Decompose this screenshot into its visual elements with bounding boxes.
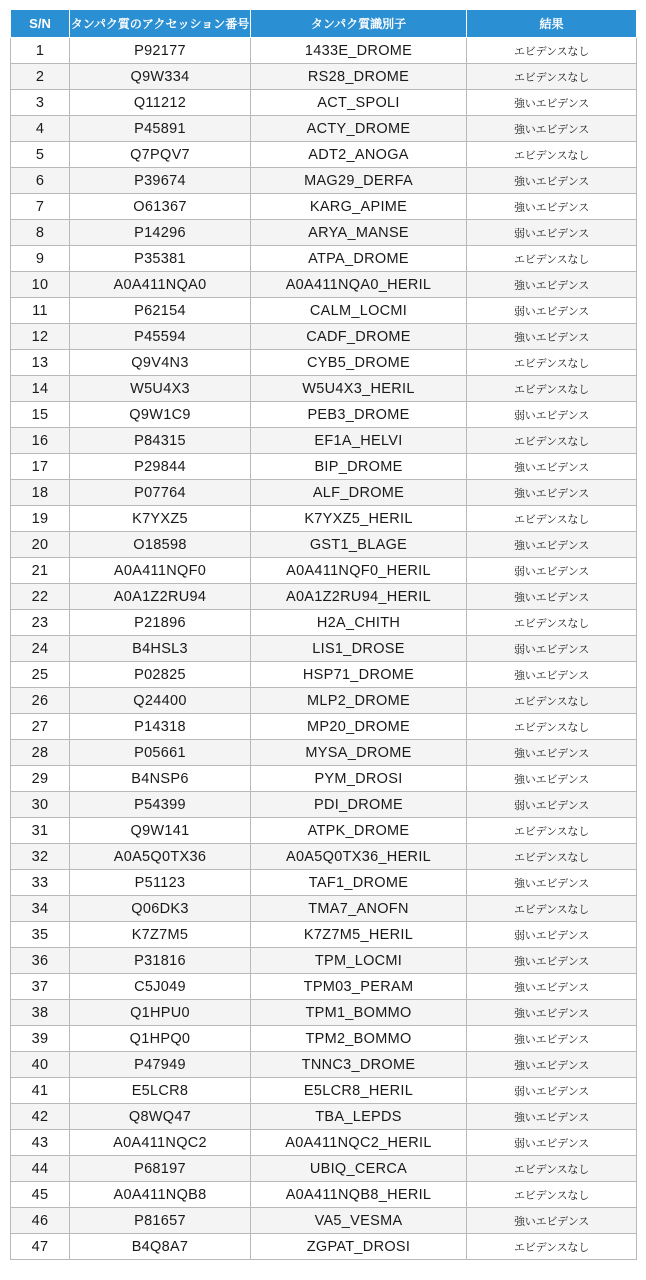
cell-result: 強いエビデンス	[467, 870, 637, 896]
cell-identifier: CYB5_DROME	[251, 350, 467, 376]
cell-accession: Q11212	[70, 90, 251, 116]
cell-identifier: GST1_BLAGE	[251, 532, 467, 558]
cell-sn: 26	[11, 688, 70, 714]
table-row	[11, 532, 637, 558]
table-row	[11, 168, 637, 194]
cell-result: エビデンスなし	[467, 1156, 637, 1182]
cell-accession: Q8WQ47	[70, 1104, 251, 1130]
cell-accession: A0A411NQF0	[70, 558, 251, 584]
table-row	[11, 636, 637, 662]
cell-identifier: A0A411NQF0_HERIL	[251, 558, 467, 584]
cell-sn: 37	[11, 974, 70, 1000]
cell-accession: P21896	[70, 610, 251, 636]
cell-result: エビデンスなし	[467, 714, 637, 740]
table-row	[11, 246, 637, 272]
table-row	[11, 454, 637, 480]
cell-sn: 30	[11, 792, 70, 818]
cell-sn: 7	[11, 194, 70, 220]
header-identifier: タンパク質識別子	[251, 10, 467, 38]
table-row	[11, 610, 637, 636]
cell-result: エビデンスなし	[467, 246, 637, 272]
table-row	[11, 142, 637, 168]
header-accession: タンパク質のアクセッション番号	[70, 10, 251, 38]
table-row	[11, 116, 637, 142]
cell-accession: P05661	[70, 740, 251, 766]
cell-identifier: TPM1_BOMMO	[251, 1000, 467, 1026]
cell-result: 弱いエビデンス	[467, 792, 637, 818]
cell-accession: P51123	[70, 870, 251, 896]
cell-accession: K7Z7M5	[70, 922, 251, 948]
cell-accession: A0A1Z2RU94	[70, 584, 251, 610]
table-row	[11, 870, 637, 896]
cell-identifier: H2A_CHITH	[251, 610, 467, 636]
cell-identifier: ALF_DROME	[251, 480, 467, 506]
cell-identifier: ZGPAT_DROSI	[251, 1234, 467, 1260]
cell-result: 弱いエビデンス	[467, 558, 637, 584]
cell-result: エビデンスなし	[467, 38, 637, 64]
table-row	[11, 714, 637, 740]
cell-sn: 25	[11, 662, 70, 688]
cell-result: 強いエビデンス	[467, 324, 637, 350]
cell-identifier: PEB3_DROME	[251, 402, 467, 428]
cell-identifier: TPM2_BOMMO	[251, 1026, 467, 1052]
cell-sn: 31	[11, 818, 70, 844]
cell-result: 強いエビデンス	[467, 662, 637, 688]
cell-identifier: KARG_APIME	[251, 194, 467, 220]
cell-sn: 38	[11, 1000, 70, 1026]
cell-sn: 13	[11, 350, 70, 376]
cell-accession: Q9W334	[70, 64, 251, 90]
cell-sn: 44	[11, 1156, 70, 1182]
cell-result: 弱いエビデンス	[467, 402, 637, 428]
cell-result: 強いエビデンス	[467, 584, 637, 610]
cell-identifier: LIS1_DROSE	[251, 636, 467, 662]
cell-result: エビデンスなし	[467, 428, 637, 454]
cell-result: 強いエビデンス	[467, 1052, 637, 1078]
cell-accession: P84315	[70, 428, 251, 454]
cell-accession: P35381	[70, 246, 251, 272]
cell-sn: 36	[11, 948, 70, 974]
cell-result: 強いエビデンス	[467, 168, 637, 194]
cell-sn: 23	[11, 610, 70, 636]
cell-sn: 10	[11, 272, 70, 298]
cell-accession: Q1HPU0	[70, 1000, 251, 1026]
cell-identifier: ATPK_DROME	[251, 818, 467, 844]
cell-accession: Q7PQV7	[70, 142, 251, 168]
cell-identifier: EF1A_HELVI	[251, 428, 467, 454]
cell-identifier: MLP2_DROME	[251, 688, 467, 714]
cell-result: 強いエビデンス	[467, 194, 637, 220]
cell-identifier: VA5_VESMA	[251, 1208, 467, 1234]
cell-identifier: A0A411NQB8_HERIL	[251, 1182, 467, 1208]
cell-identifier: A0A411NQA0_HERIL	[251, 272, 467, 298]
cell-accession: W5U4X3	[70, 376, 251, 402]
cell-identifier: MP20_DROME	[251, 714, 467, 740]
cell-result: 弱いエビデンス	[467, 636, 637, 662]
cell-result: 強いエビデンス	[467, 948, 637, 974]
cell-result: エビデンスなし	[467, 1234, 637, 1260]
table-row	[11, 844, 637, 870]
cell-identifier: TAF1_DROME	[251, 870, 467, 896]
cell-identifier: RS28_DROME	[251, 64, 467, 90]
cell-identifier: ACT_SPOLI	[251, 90, 467, 116]
cell-accession: P14318	[70, 714, 251, 740]
cell-sn: 8	[11, 220, 70, 246]
cell-sn: 1	[11, 38, 70, 64]
cell-identifier: A0A1Z2RU94_HERIL	[251, 584, 467, 610]
cell-sn: 42	[11, 1104, 70, 1130]
cell-accession: Q9V4N3	[70, 350, 251, 376]
cell-result: 弱いエビデンス	[467, 220, 637, 246]
cell-sn: 39	[11, 1026, 70, 1052]
cell-result: エビデンスなし	[467, 688, 637, 714]
cell-accession: P45594	[70, 324, 251, 350]
cell-sn: 32	[11, 844, 70, 870]
cell-identifier: E5LCR8_HERIL	[251, 1078, 467, 1104]
table-row	[11, 428, 637, 454]
cell-identifier: PYM_DROSI	[251, 766, 467, 792]
cell-result: 強いエビデンス	[467, 532, 637, 558]
cell-identifier: K7YXZ5_HERIL	[251, 506, 467, 532]
cell-sn: 18	[11, 480, 70, 506]
cell-result: 強いエビデンス	[467, 1104, 637, 1130]
table-row	[11, 584, 637, 610]
table-header-row	[11, 10, 637, 38]
table-row	[11, 1104, 637, 1130]
cell-accession: P29844	[70, 454, 251, 480]
cell-accession: K7YXZ5	[70, 506, 251, 532]
table-row	[11, 558, 637, 584]
cell-result: エビデンスなし	[467, 896, 637, 922]
cell-accession: P07764	[70, 480, 251, 506]
table-row	[11, 1052, 637, 1078]
table-row	[11, 740, 637, 766]
table-row	[11, 922, 637, 948]
cell-identifier: TNNC3_DROME	[251, 1052, 467, 1078]
table-row	[11, 948, 637, 974]
cell-sn: 9	[11, 246, 70, 272]
cell-result: エビデンスなし	[467, 1182, 637, 1208]
table-row	[11, 1156, 637, 1182]
cell-accession: P47949	[70, 1052, 251, 1078]
cell-sn: 12	[11, 324, 70, 350]
cell-result: 強いエビデンス	[467, 766, 637, 792]
cell-identifier: MYSA_DROME	[251, 740, 467, 766]
cell-result: 強いエビデンス	[467, 1208, 637, 1234]
cell-sn: 20	[11, 532, 70, 558]
cell-accession: B4NSP6	[70, 766, 251, 792]
table-row	[11, 64, 637, 90]
cell-sn: 34	[11, 896, 70, 922]
cell-identifier: ACTY_DROME	[251, 116, 467, 142]
cell-identifier: TMA7_ANOFN	[251, 896, 467, 922]
table-row	[11, 402, 637, 428]
cell-accession: A0A411NQA0	[70, 272, 251, 298]
cell-accession: A0A411NQC2	[70, 1130, 251, 1156]
cell-sn: 47	[11, 1234, 70, 1260]
cell-result: エビデンスなし	[467, 506, 637, 532]
cell-sn: 46	[11, 1208, 70, 1234]
cell-sn: 41	[11, 1078, 70, 1104]
cell-identifier: CADF_DROME	[251, 324, 467, 350]
cell-sn: 24	[11, 636, 70, 662]
cell-accession: Q06DK3	[70, 896, 251, 922]
cell-accession: P62154	[70, 298, 251, 324]
cell-accession: P14296	[70, 220, 251, 246]
cell-identifier: MAG29_DERFA	[251, 168, 467, 194]
table-row	[11, 688, 637, 714]
cell-result: 強いエビデンス	[467, 116, 637, 142]
table-row	[11, 376, 637, 402]
cell-accession: P45891	[70, 116, 251, 142]
cell-result: 強いエビデンス	[467, 1000, 637, 1026]
table-row	[11, 1208, 637, 1234]
cell-accession: A0A5Q0TX36	[70, 844, 251, 870]
cell-sn: 45	[11, 1182, 70, 1208]
cell-identifier: CALM_LOCMI	[251, 298, 467, 324]
table-row	[11, 1026, 637, 1052]
cell-result: エビデンスなし	[467, 64, 637, 90]
cell-sn: 27	[11, 714, 70, 740]
table-row	[11, 350, 637, 376]
table-row	[11, 1078, 637, 1104]
table-row	[11, 194, 637, 220]
cell-sn: 40	[11, 1052, 70, 1078]
table-row	[11, 1000, 637, 1026]
cell-accession: P31816	[70, 948, 251, 974]
header-sn: S/N	[11, 10, 70, 38]
cell-result: 強いエビデンス	[467, 740, 637, 766]
table-row	[11, 818, 637, 844]
cell-result: 弱いエビデンス	[467, 1078, 637, 1104]
table-row	[11, 220, 637, 246]
header-result: 結果	[467, 10, 637, 38]
table-row	[11, 766, 637, 792]
cell-identifier: TBA_LEPDS	[251, 1104, 467, 1130]
cell-sn: 16	[11, 428, 70, 454]
cell-accession: E5LCR8	[70, 1078, 251, 1104]
cell-identifier: TPM_LOCMI	[251, 948, 467, 974]
cell-result: エビデンスなし	[467, 610, 637, 636]
table-row	[11, 662, 637, 688]
table-row	[11, 506, 637, 532]
cell-identifier: A0A411NQC2_HERIL	[251, 1130, 467, 1156]
table-row	[11, 90, 637, 116]
cell-sn: 3	[11, 90, 70, 116]
cell-accession: B4Q8A7	[70, 1234, 251, 1260]
cell-result: 強いエビデンス	[467, 480, 637, 506]
cell-sn: 22	[11, 584, 70, 610]
cell-sn: 29	[11, 766, 70, 792]
cell-accession: B4HSL3	[70, 636, 251, 662]
cell-result: 強いエビデンス	[467, 90, 637, 116]
cell-identifier: K7Z7M5_HERIL	[251, 922, 467, 948]
cell-sn: 19	[11, 506, 70, 532]
cell-result: 強いエビデンス	[467, 454, 637, 480]
table-row	[11, 1234, 637, 1260]
cell-result: 強いエビデンス	[467, 974, 637, 1000]
cell-accession: O61367	[70, 194, 251, 220]
cell-accession: P02825	[70, 662, 251, 688]
table-row	[11, 792, 637, 818]
cell-identifier: A0A5Q0TX36_HERIL	[251, 844, 467, 870]
cell-identifier: ARYA_MANSE	[251, 220, 467, 246]
table-row	[11, 974, 637, 1000]
cell-sn: 33	[11, 870, 70, 896]
cell-accession: P92177	[70, 38, 251, 64]
cell-result: 弱いエビデンス	[467, 1130, 637, 1156]
cell-identifier: BIP_DROME	[251, 454, 467, 480]
table-row	[11, 1182, 637, 1208]
cell-accession: Q24400	[70, 688, 251, 714]
cell-accession: Q9W141	[70, 818, 251, 844]
table-row	[11, 896, 637, 922]
table-row	[11, 480, 637, 506]
table-row	[11, 1130, 637, 1156]
cell-accession: Q9W1C9	[70, 402, 251, 428]
cell-sn: 28	[11, 740, 70, 766]
table-row	[11, 324, 637, 350]
protein-results-table	[10, 9, 637, 1260]
cell-result: 強いエビデンス	[467, 272, 637, 298]
cell-identifier: UBIQ_CERCA	[251, 1156, 467, 1182]
cell-accession: A0A411NQB8	[70, 1182, 251, 1208]
cell-result: エビデンスなし	[467, 350, 637, 376]
cell-sn: 5	[11, 142, 70, 168]
cell-accession: P39674	[70, 168, 251, 194]
cell-identifier: ADT2_ANOGA	[251, 142, 467, 168]
table-row	[11, 38, 637, 64]
cell-accession: P54399	[70, 792, 251, 818]
table-row	[11, 298, 637, 324]
cell-sn: 11	[11, 298, 70, 324]
cell-result: エビデンスなし	[467, 818, 637, 844]
cell-identifier: TPM03_PERAM	[251, 974, 467, 1000]
cell-sn: 17	[11, 454, 70, 480]
table-body	[11, 38, 637, 1260]
cell-sn: 35	[11, 922, 70, 948]
cell-result: エビデンスなし	[467, 844, 637, 870]
cell-result: 弱いエビデンス	[467, 298, 637, 324]
cell-identifier: W5U4X3_HERIL	[251, 376, 467, 402]
cell-sn: 2	[11, 64, 70, 90]
cell-sn: 4	[11, 116, 70, 142]
cell-accession: O18598	[70, 532, 251, 558]
cell-identifier: ATPA_DROME	[251, 246, 467, 272]
cell-sn: 21	[11, 558, 70, 584]
cell-sn: 15	[11, 402, 70, 428]
cell-identifier: PDI_DROME	[251, 792, 467, 818]
cell-identifier: HSP71_DROME	[251, 662, 467, 688]
cell-result: エビデンスなし	[467, 142, 637, 168]
cell-result: エビデンスなし	[467, 376, 637, 402]
cell-accession: P81657	[70, 1208, 251, 1234]
cell-sn: 14	[11, 376, 70, 402]
cell-accession: C5J049	[70, 974, 251, 1000]
cell-result: 強いエビデンス	[467, 1026, 637, 1052]
cell-sn: 43	[11, 1130, 70, 1156]
cell-sn: 6	[11, 168, 70, 194]
cell-result: 弱いエビデンス	[467, 922, 637, 948]
table-row	[11, 272, 637, 298]
cell-identifier: 1433E_DROME	[251, 38, 467, 64]
cell-accession: P68197	[70, 1156, 251, 1182]
cell-accession: Q1HPQ0	[70, 1026, 251, 1052]
